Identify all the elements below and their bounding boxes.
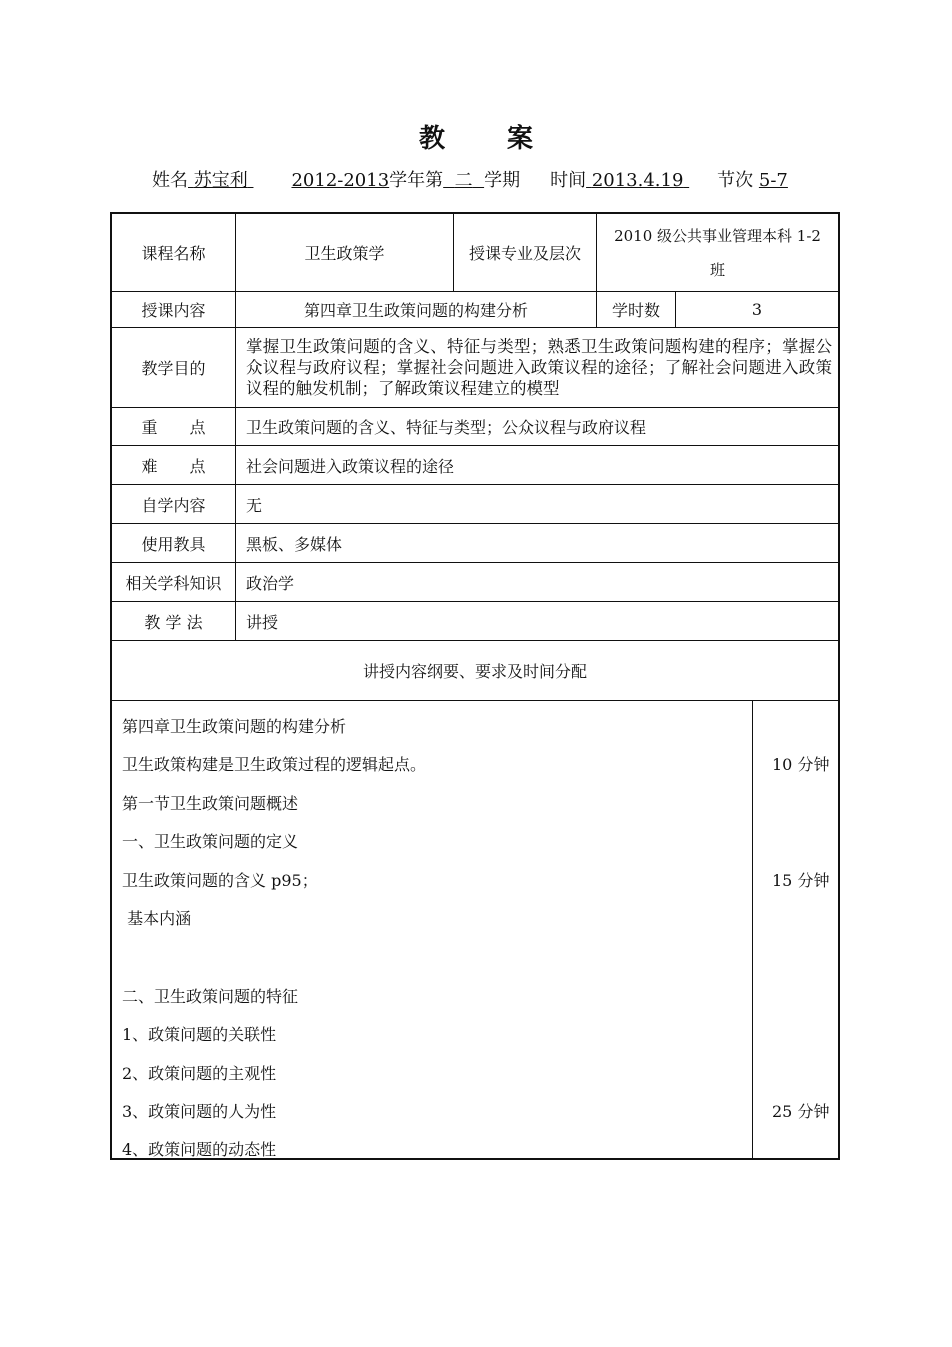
hours: 3 — [751, 300, 763, 319]
header-line — [152, 166, 788, 192]
outline-line-5: 卫生政策问题的含义 p95； — [122, 871, 318, 890]
hours-label: 学时数 — [611, 301, 660, 320]
content-label: 授课内容 — [141, 301, 206, 320]
outline-line-6: 基本内涵 — [122, 909, 192, 928]
major-line-2: 班 — [709, 260, 725, 279]
time-allocation-1: 10 分钟 — [772, 755, 830, 774]
major-level — [597, 214, 838, 291]
key-points-label: 重 点 — [141, 418, 206, 437]
semester-label: 学期 — [484, 170, 521, 191]
self-study-label: 自学内容 — [141, 495, 206, 515]
method-label: 教 学 法 — [144, 612, 203, 632]
outline-line-2: 卫生政策构建是卫生政策过程的逻辑起点。 — [122, 755, 427, 774]
tools-label: 使用教具 — [141, 534, 206, 554]
outline-header: 讲授内容纲要、要求及时间分配 — [362, 662, 587, 681]
difficulties-label: 难 点 — [141, 456, 206, 476]
teacher-name: 苏宝利 — [193, 170, 248, 191]
major-line-1: 2010 级公共事业管理本科 1-2 — [614, 226, 821, 245]
course-name-label: 课程名称 — [141, 244, 206, 263]
key-points: 卫生政策问题的含义、特征与类型；公众议程与政府议程 — [246, 418, 647, 437]
time-allocation-3: 25 分钟 — [772, 1102, 830, 1121]
lesson-plan-table — [110, 212, 840, 1160]
academic-year: 2012-2013 — [291, 170, 390, 191]
outline-line-8: 1、政策问题的关联性 — [122, 1025, 277, 1044]
related-knowledge: 政治学 — [246, 573, 295, 593]
outline-line-1: 第四章卫生政策问题的构建分析 — [122, 717, 347, 736]
teaching-method: 讲授 — [246, 612, 279, 632]
time-allocation-2: 15 分钟 — [772, 871, 830, 890]
period-label: 节次 — [717, 170, 754, 191]
course-name: 卫生政策学 — [304, 244, 385, 263]
name-label: 姓名 — [152, 170, 188, 191]
outline-line-3: 第一节卫生政策问题概述 — [122, 794, 299, 813]
outline-line-4: 一、卫生政策问题的定义 — [122, 832, 299, 851]
outline-line-11: 4、政策问题的动态性 — [122, 1140, 277, 1159]
difficulties: 社会问题进入政策议程的途径 — [246, 456, 455, 476]
objective-label: 教学目的 — [141, 359, 206, 378]
title-char-1: 教 — [418, 124, 445, 154]
time-label: 时间 — [550, 170, 587, 191]
lesson-date: 2013.4.19 — [591, 170, 684, 191]
period: 5-7 — [758, 170, 788, 191]
teaching-objective: 掌握卫生政策问题的含义、特征与类型；熟悉卫生政策问题构建的程序；掌握公众议程与政府议程；掌握社会问题进入政策议程的途径；了解社会问题进入政策议程的触发机制；了解政策议程建立的模型 — [246, 337, 832, 398]
outline-line-9: 2、政策问题的主观性 — [122, 1064, 277, 1083]
year-label: 学年第 — [389, 170, 444, 191]
teaching-tools: 黑板、多媒体 — [246, 534, 343, 554]
related-knowledge-label: 相关学科知识 — [125, 573, 222, 593]
title-char-2: 案 — [507, 124, 534, 154]
outline-line-7: 二、卫生政策问题的特征 — [122, 987, 299, 1006]
semester: 二 — [454, 170, 473, 191]
outline-line-10: 3、政策问题的人为性 — [122, 1102, 277, 1121]
major-label: 授课专业及层次 — [468, 244, 581, 263]
self-study: 无 — [246, 495, 263, 515]
lesson-content: 第四章卫生政策问题的构建分析 — [303, 301, 528, 320]
document-title — [0, 118, 952, 155]
